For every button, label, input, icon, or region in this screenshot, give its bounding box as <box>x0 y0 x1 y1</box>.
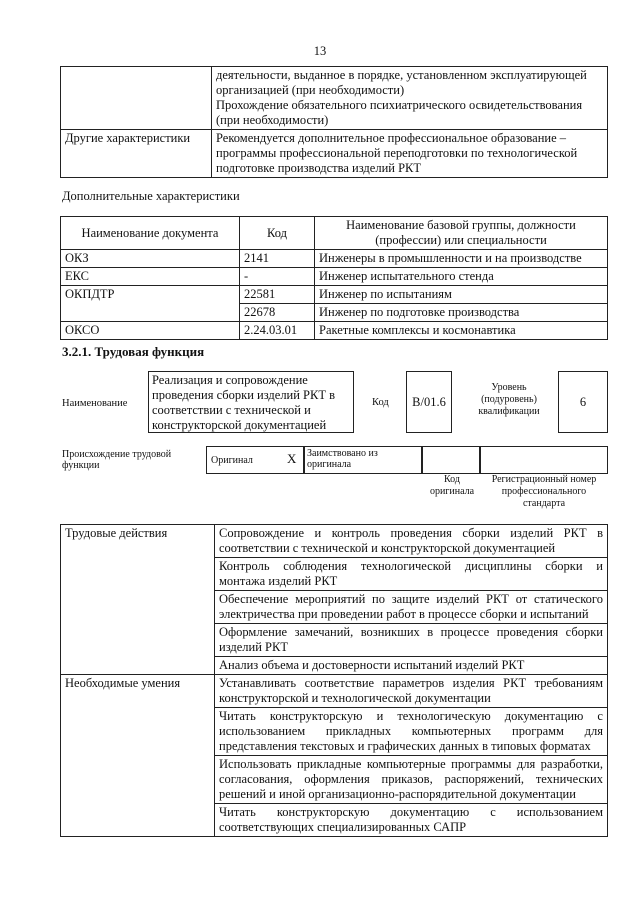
text-line: деятельности, выданное в порядке, установленном эксплуатирующей <box>216 68 587 82</box>
text-line: программы профессиональной переподготовки по технологической <box>216 146 578 160</box>
skills-list <box>215 675 608 837</box>
list-item: Использовать прикладные компьютерные программы для разработки, согласования, оформления приказов, распоряжений, технических решений и иной организационно-распорядительной документации <box>215 755 607 803</box>
cell-name: Инженер испытательного стенда <box>315 268 608 286</box>
text-line: (при необходимости) <box>216 113 329 127</box>
row-content <box>212 67 608 130</box>
list-item: Устанавливать соответствие параметров изделия РКТ требованиям конструкторской и технологической документации <box>219 676 603 705</box>
table-row <box>61 675 608 837</box>
text-line: конструкторской документацией <box>152 418 327 432</box>
cell-code: - <box>240 268 315 286</box>
cell-doc: ЕКС <box>61 268 240 286</box>
table-header-row <box>61 217 608 250</box>
original-mark: X <box>287 451 297 466</box>
original-box <box>206 446 304 474</box>
row-content <box>212 130 608 178</box>
additional-heading: Дополнительные характеристики <box>62 189 240 203</box>
actions-list <box>215 525 608 675</box>
additional-table <box>60 216 608 340</box>
registration-number-box <box>480 446 608 474</box>
function-code-box: B/01.6 <box>406 371 452 433</box>
section-title: 3.2.1. Трудовая функция <box>62 344 205 359</box>
text-line: организацией (при необходимости) <box>216 83 405 97</box>
top-characteristics-table <box>60 66 608 178</box>
cell-code: 22581 <box>240 286 315 304</box>
table-row <box>61 322 608 340</box>
cell-code: 2141 <box>240 250 315 268</box>
cell-doc: ОКСО <box>61 322 240 340</box>
cell-doc: ОКЗ <box>61 250 240 268</box>
name-label: Наименование <box>62 398 128 409</box>
original-label: Оригинал <box>211 455 253 466</box>
list-item: Сопровождение и контроль проведения сборки изделий РКТ в соответствии с технической и конструкторской документацией <box>219 526 603 555</box>
row-label <box>61 67 212 130</box>
list-item: Контроль соблюдения технологической дисциплины сборки и монтажа изделий РКТ <box>215 557 607 590</box>
list-item: Читать конструкторскую документацию с использованием соответствующих специализированных САПР <box>215 803 607 836</box>
list-item: Обеспечение мероприятий по защите изделий РКТ от статического электричества при проведении работ в процессе сборки и испытаний <box>215 590 607 623</box>
cell-name: Ракетные комплексы и космонавтика <box>315 322 608 340</box>
row-label: Другие характеристики <box>61 130 212 178</box>
header-doc: Наименование документа <box>61 217 240 250</box>
list-item: Анализ объема и достоверности испытаний изделий РКТ <box>215 656 607 674</box>
cell-name: Инженер по подготовке производства <box>315 304 608 322</box>
cell-code: 2.24.03.01 <box>240 322 315 340</box>
original-code-box <box>422 446 480 474</box>
list-item: Читать конструкторскую и технологическую документацию с использованием прикладных компьютерных программ для представления текстовых и графических данных в типовых форматах <box>215 707 607 755</box>
actions-label: Трудовые действия <box>61 525 215 675</box>
text-line: Рекомендуется дополнительное профессиональное образование – <box>216 131 567 145</box>
table-row <box>61 67 608 130</box>
skills-label: Необходимые умения <box>61 675 215 837</box>
text-line: проведения сборки изделий РКТ в <box>152 388 336 402</box>
text-line: подготовке производства изделий РКТ <box>216 161 422 175</box>
original-code-caption: Код оригинала <box>429 474 475 497</box>
function-name-box <box>148 371 354 433</box>
cell-name: Инженер по испытаниям <box>315 286 608 304</box>
table-row <box>61 130 608 178</box>
registration-caption: Регистрационный номер профессионального стандарта <box>491 474 597 509</box>
text-line: Реализация и сопровождение <box>152 373 308 387</box>
cell-doc: ОКПДТР <box>61 286 240 322</box>
table-row <box>61 268 608 286</box>
text-line: соответствии с технической и <box>152 403 311 417</box>
cell-code: 22678 <box>240 304 315 322</box>
text-line: Прохождение обязательного психиатрического освидетельствования <box>216 98 583 112</box>
origin-label: Происхождение трудовой функции <box>62 449 172 471</box>
header-name: Наименование базовой группы, должности (профессии) или специальности <box>315 217 608 250</box>
table-row <box>61 525 608 675</box>
table-row <box>61 250 608 268</box>
list-item: Оформление замечаний, возникших в процессе проведения сборки изделий РКТ <box>215 623 607 656</box>
level-value-box: 6 <box>558 371 608 433</box>
borrowed-box: Заимствовано из оригинала <box>304 446 422 474</box>
code-label: Код <box>372 397 389 408</box>
cell-name: Инженеры в промышленности и на производстве <box>315 250 608 268</box>
page-number: 13 <box>313 44 327 58</box>
header-code: Код <box>240 217 315 250</box>
level-label: Уровень (подуровень) квалификации <box>478 382 540 417</box>
table-row <box>61 286 608 304</box>
actions-skills-table <box>60 524 608 837</box>
